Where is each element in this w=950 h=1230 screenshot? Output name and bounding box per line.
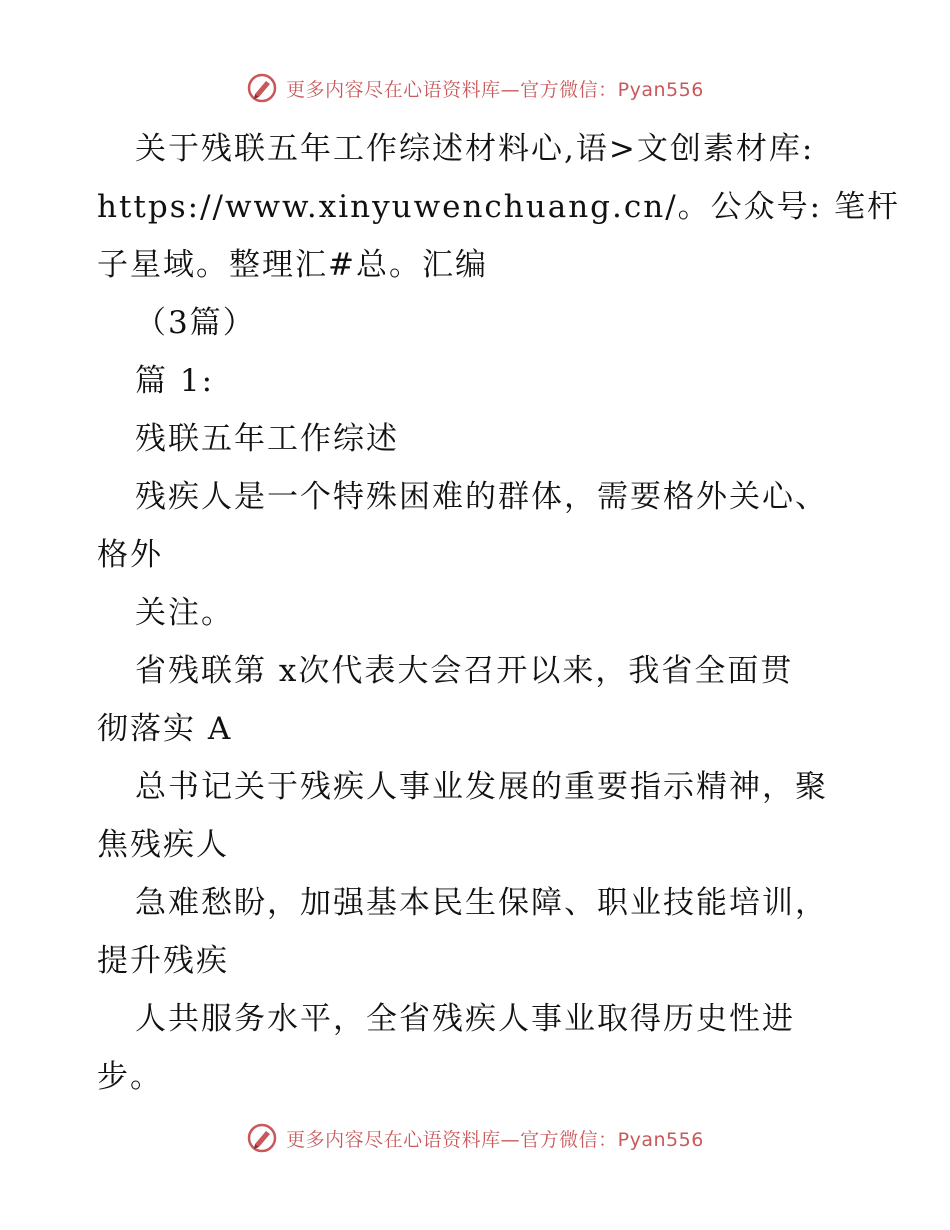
text-line: 残疾人是一个特殊困难的群体，需要格外关心、 (135, 479, 828, 515)
section-title: 残联五年工作综述 (135, 421, 399, 457)
pen-logo-icon (246, 1122, 278, 1154)
footer-banner-text: 更多内容尽在心语资料库—官方微信：Pyan556 (286, 1128, 704, 1151)
text-line: 省残联第 x次代表大会召开以来，我省全面贯 (135, 653, 794, 689)
footer-banner (0, 1122, 950, 1154)
text-line: 提升残疾 (97, 943, 229, 979)
text-line: 关于残联五年工作综述材料心,语>文创素材库: (135, 131, 815, 167)
text-line: 篇 1: (135, 363, 215, 399)
text-line: （3篇） (135, 305, 256, 341)
text-line: 子星域。整理汇#总。汇编 (97, 247, 488, 283)
text-line: 总书记关于残疾人事业发展的重要指示精神，聚 (135, 769, 828, 805)
text-line: 步。 (97, 1059, 163, 1095)
pen-logo-icon (246, 72, 278, 104)
text-line: 急难愁盼，加强基本民生保障、职业技能培训， (135, 885, 828, 921)
text-line: 焦残疾人 (97, 827, 229, 863)
text-line: 人共服务水平，全省残疾人事业取得历史性进 (135, 1001, 795, 1037)
text-line: 格外 (97, 537, 163, 573)
text-line: https://www.xinyuwenchuang.cn/。公众号: 笔杆 (97, 189, 900, 225)
text-line: 关注。 (135, 595, 234, 631)
text-line: 彻落实 A (97, 711, 233, 747)
header-banner (0, 72, 950, 104)
document-body (97, 120, 900, 1106)
header-banner-text: 更多内容尽在心语资料库—官方微信：Pyan556 (286, 78, 704, 101)
